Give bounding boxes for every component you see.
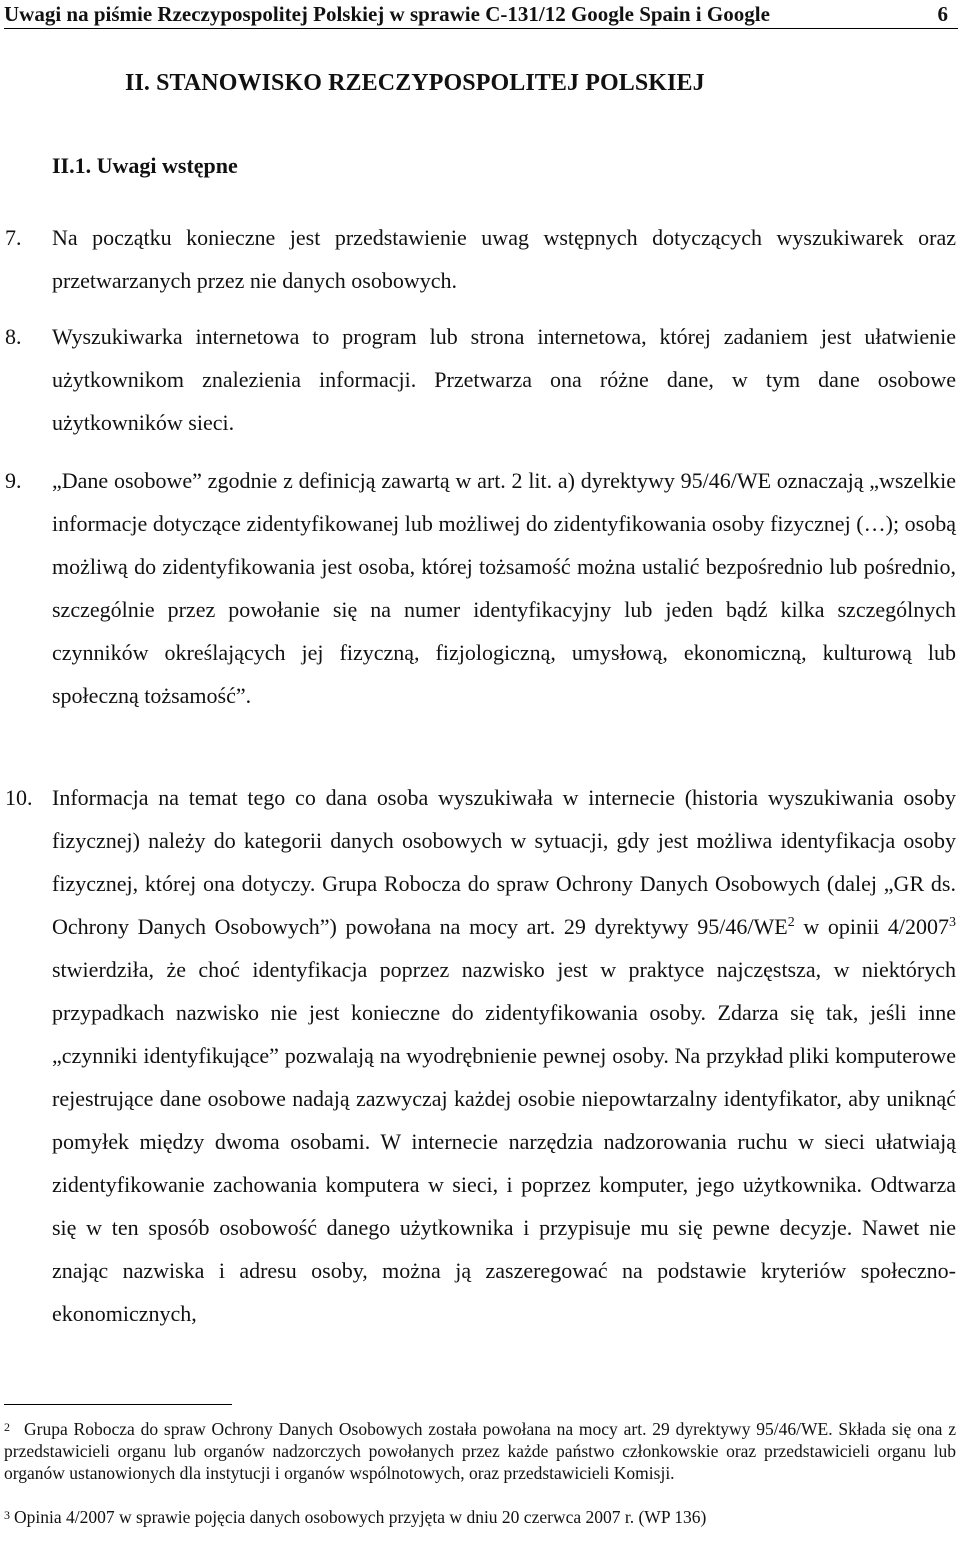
page-number: 6 [937,2,948,26]
section-heading: II. STANOWISKO RZECZYPOSPOLITEJ POLSKIEJ [125,70,705,96]
paragraph-text: Wyszukiwarka internetowa to program lub strona internetowa, której zadaniem jest ułatwienie użytkownikom znalezienia informacji. Przetwarza ona różne dane, w tym dane osobowe użytkowników sieci. [52,324,956,435]
footnote-separator [4,1404,232,1405]
running-header [4,2,958,29]
paragraph-text-part: w opinii 4/2007 [794,914,949,939]
footnote-2 [4,1418,956,1484]
footnote-mark: 3 [4,1508,10,1522]
paragraph-text: Na początku konieczne jest przedstawienie uwag wstępnych dotyczących wyszukiwarek oraz przetwarzanych przez nie danych osobowych. [52,225,956,293]
footnote-ref-2[interactable]: 2 [787,915,795,930]
paragraph-number: 9. [5,468,22,493]
footnote-3 [4,1506,956,1528]
paragraph-text [52,776,956,1335]
paragraph-text-part: Informacja na temat tego co dana osoba wyszukiwała w internecie (historia wyszukiwania osoby fizycznej) należy do kategorii danych osobowych w sytuacji, gdy jest możliwa identyfikacja osoby fizycznej, której ona dotyczy. Grupa Robocza do spraw Ochrony Danych Osobowych (dalej „GR ds. Ochrony Danych Osobowych”) powołana na mocy art. 29 dyrektywy 95/46/WE [52,785,956,939]
footnote-ref-3[interactable]: 3 [949,915,956,930]
header-title: Uwagi na piśmie Rzeczypospolitej Polskiej w sprawie C-131/12 Google Spain i Google [4,2,770,26]
footnote-text: Grupa Robocza do spraw Ochrony Danych Osobowych została powołana na mocy art. 29 dyrektywy 95/46/WE. Składa się ona z przedstawicieli organu lub organów nadzorczych powołanych przez każde państwo członkowskie oraz przedstawicieli organu lub organów ustanowionych dla instytucji i organów wspólnotowych, oraz przedstawicieli Komisji. [4,1419,956,1483]
paragraph-text: „Dane osobowe” zgodnie z definicją zawartą w art. 2 lit. a) dyrektywy 95/46/WE oznaczają „wszelkie informacje dotyczące zidentyfikowanej lub możliwej do zidentyfikowania osoby fizycznej (…); osobą możliwą do zidentyfikowania jest osoba, której tożsamość można ustalić bezpośrednio lub pośrednio, szczególnie przez powołanie się na numer identyfikacyjny lub jeden bądź kilka szczególnych czynników określających jej fizyczną, fizjologiczną, umysłową, ekonomiczną, kulturową lub społeczną tożsamość”. [52,468,956,708]
paragraph-number: 7. [5,225,22,250]
footnote-text: Opinia 4/2007 w sprawie pojęcia danych osobowych przyjęta w dniu 20 czerwca 2007 r. (WP 136) [14,1507,707,1527]
paragraph-number: 10. [5,785,33,810]
footnote-mark: 2 [4,1420,10,1434]
paragraph-number: 8. [5,324,22,349]
paragraph-text-part: stwierdziła, że choć identyfikacja poprzez nazwisko jest w praktyce najczęstsza, w niektórych przypadkach nazwisko nie jest konieczne do zidentyfikowania osoby. Zdarza się tak, jeśli inne „czynniki identyfikujące” pozwalają na wyodrębnienie pewnej osoby. Na przykład pliki komputerowe rejestrujące dane osobowe nadają zazwyczaj każdej osobie niepowtarzalny identyfikator, aby uniknąć pomyłek między dwoma osobami. W internecie narzędzia nadzorowania ruchu w sieci ułatwiają zidentyfikowanie zachowania komputera w sieci, i poprzez komputer, jego użytkownika. Odtwarza się w ten sposób osobowość danego użytkownika i przypisuje mu się pewne decyzje. Nawet nie znając nazwiska i adresu osoby, można ją zaszeregować na podstawie kryteriów społeczno-ekonomicznych, [52,957,956,1326]
subsection-heading: II.1. Uwagi wstępne [52,153,238,178]
